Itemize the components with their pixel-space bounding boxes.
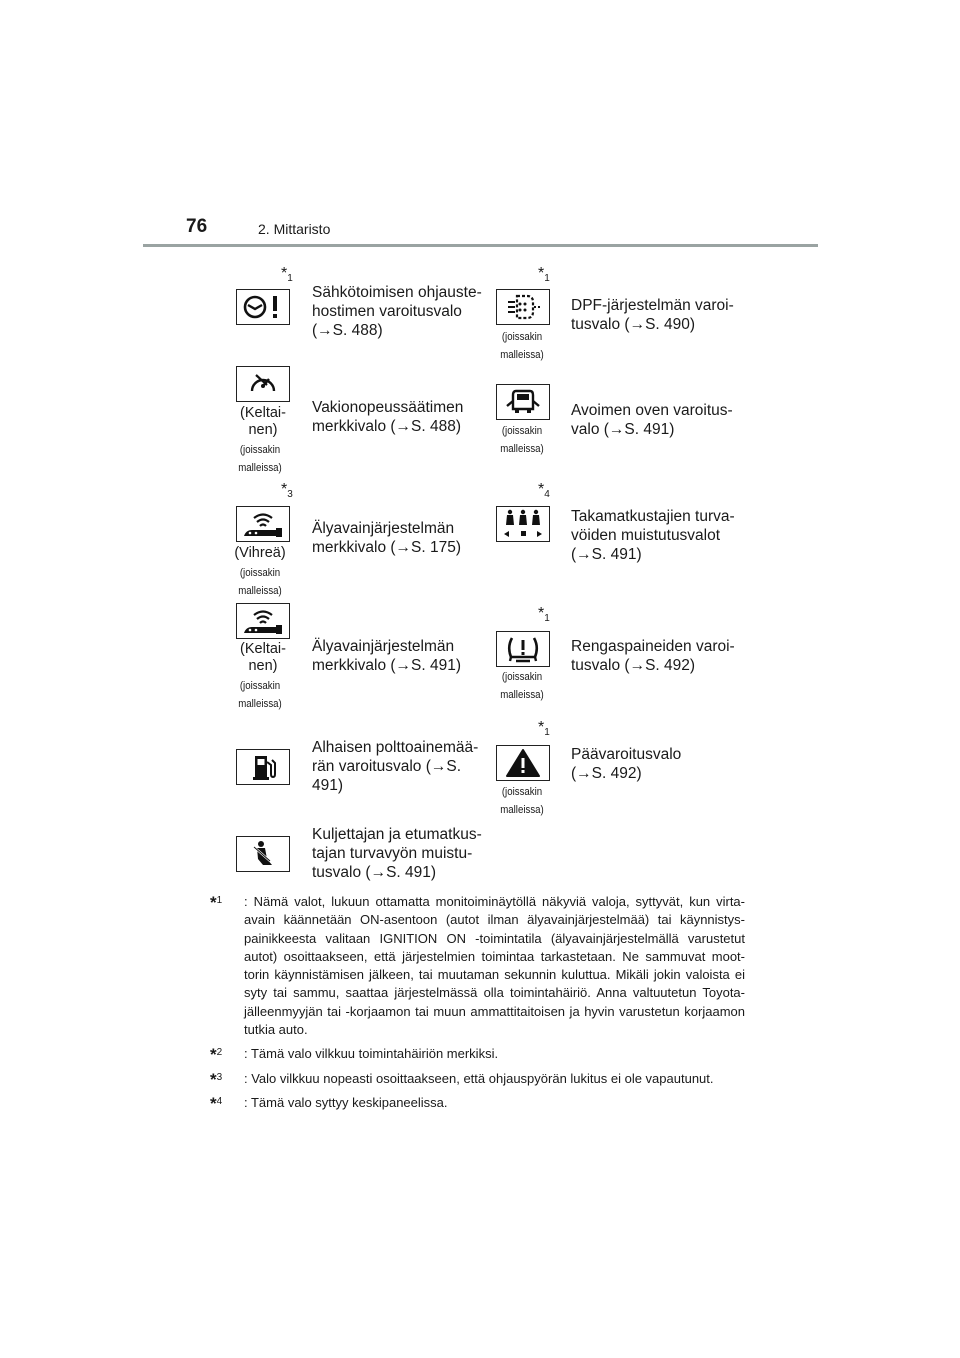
models-note: (joissakin malleissa) (500, 331, 544, 361)
item-description: DPF-järjestelmän varoi- tusvalo (→S. 490) (571, 297, 734, 333)
item-description: Päävaroitusvalo (→S. 492) (571, 746, 682, 782)
item-description: Alhaisen polttoainemää- rän varoitusvalo (→S. 491) (312, 739, 479, 794)
section-title: 2. Mittaristo (258, 221, 331, 237)
footnote-mark: *$^2$ (210, 1045, 223, 1065)
header-divider (143, 244, 818, 247)
color-note: (Keltai- nen) (240, 641, 286, 674)
item-description: Sähkötoimisen ohjauste- hostimen varoitusvalo (→S. 488) (312, 284, 482, 339)
smart-key-green-icon (236, 506, 290, 542)
page-number: 76 (186, 216, 208, 237)
tire-pressure-warning-icon (496, 631, 550, 667)
open-door-icon (496, 384, 550, 420)
item-star: $*_3$ (281, 481, 293, 500)
dpf-warning-icon (496, 289, 550, 325)
item-star: $*_4$ (538, 481, 550, 500)
item-description: Avoimen oven varoitus- valo (→S. 491) (571, 402, 733, 438)
seatbelt-reminder-icon (236, 836, 290, 872)
master-warning-icon (496, 745, 550, 781)
item-description: Rengaspaineiden varoi- tusvalo (→S. 492) (571, 638, 735, 674)
item-star: $*_1$ (538, 719, 550, 738)
low-fuel-icon (236, 749, 290, 785)
models-note: (joissakin malleissa) (238, 567, 282, 597)
footnote-mark: *$^1$ (210, 893, 223, 912)
item-description: Takamatkustajien turva- vöiden muistutusvalot (→S. 491) (571, 508, 735, 563)
footnote-mark: *$^4$ (210, 1093, 223, 1113)
models-note: (joissakin malleissa) (238, 680, 282, 710)
rear-seatbelt-reminder-icon (496, 506, 550, 542)
item-description: Älyavainjärjestelmän merkkivalo (→S. 175) (312, 520, 462, 556)
footnote: *$^4$ : Tämä valo syttyy keskipaneelissa. (210, 1093, 448, 1113)
footnote: *$^2$ : Tämä valo vilkkuu toimintahäiriön merkiksi. (210, 1045, 499, 1065)
item-description: Kuljettajan ja etumatkus- tajan turvavyön muistu- tusvalo (→S. 491) (312, 826, 482, 881)
item-star: $*_1$ (538, 605, 550, 624)
footnote: *$^3$ : Valo vilkkuu nopeasti osoittaakseen, että ohjauspyörän lukitus ei ole vapautunut. (210, 1069, 714, 1089)
smart-key-yellow-icon (236, 603, 290, 639)
footnote-mark: *$^3$ (210, 1069, 223, 1089)
item-star: $*_1$ (281, 265, 293, 284)
item-description: Vakionopeussäätimen merkkivalo (→S. 488) (312, 399, 464, 435)
footnotes (210, 893, 745, 1118)
power-steering-warning-icon (236, 289, 290, 325)
color-note: (Keltai- nen) (240, 405, 286, 438)
cruise-control-icon (236, 366, 290, 402)
footnote: *$^1$ : Nämä valot, lukuun ottamatta monitoiminäytöllä näkyviä valoja, syttyvät, kun virta-avain käännetään ON-asentoon (autot ilman älyavainjärjestelmää) tai käynnistys-painikkeesta valitaan IGNITION ON -toimintatila (älyavainjärjestelmällä varustetut autot) osoittaakseen, että järjestelmien toimintaa tarkastetaan. Ne sammuvat moot-torin käynnistämisen jälkeen, tai muutaman sekunnin kuluttua. Mikäli jokin valoista ei syty tai sammu, saattaa järjestelmässä olla toimintahäiriö. Anna valtuutetun Toyota-jälleenmyyjän tai -korjaamon tai muun ammattitaitoisen ja hyvin varustetun korjaamon tutkia auto. (210, 893, 745, 1038)
models-note: (joissakin malleissa) (238, 444, 282, 474)
item-star: $*_1$ (538, 265, 550, 284)
models-note: (joissakin malleissa) (500, 425, 544, 455)
models-note: (joissakin malleissa) (500, 786, 544, 816)
models-note: (joissakin malleissa) (500, 671, 544, 701)
item-description: Älyavainjärjestelmän merkkivalo (→S. 491) (312, 638, 462, 674)
color-note: (Vihreä) (234, 545, 286, 561)
